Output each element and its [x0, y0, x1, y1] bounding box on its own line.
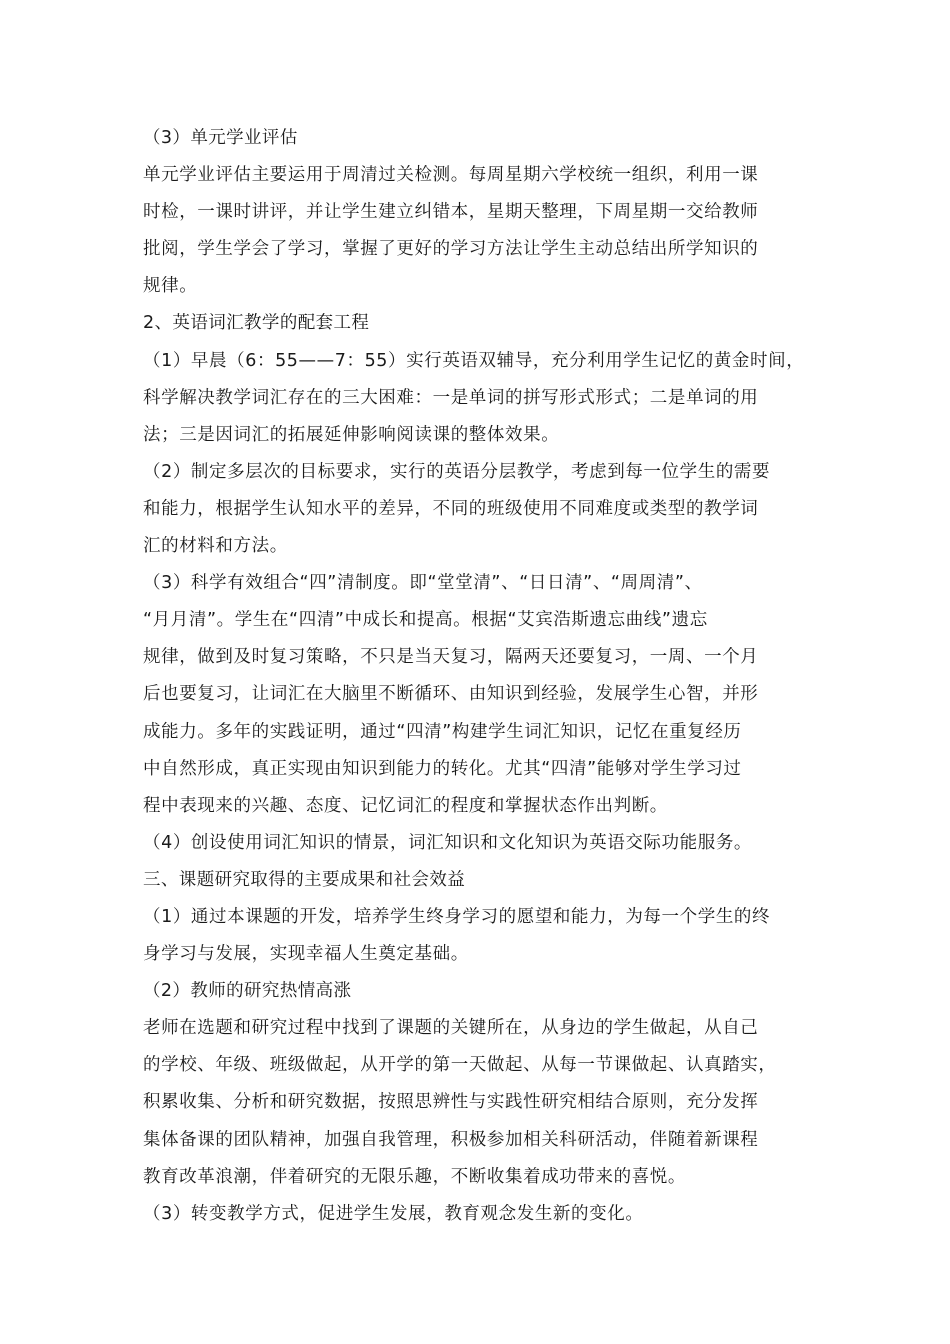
paragraph-line: （3）转变教学方式，促进学生发展，教育观念发生新的变化。 [143, 1203, 644, 1224]
paragraph-line: 单元学业评估主要运用于周清过关检测。每周星期六学校统一组织，利用一课 [143, 165, 759, 186]
paragraph-line: 科学解决教学词汇存在的三大困难：一是单词的拼写形式形式；二是单词的用 [143, 387, 759, 408]
paragraph-line: （1）早晨（6：55——7：55）实行英语双辅导，充分利用学生记忆的黄金时间， [143, 350, 805, 371]
paragraph-line: （4）创设使用词汇知识的情景，词汇知识和文化知识为英语交际功能服务。 [143, 832, 753, 853]
subsection-heading: （2）教师的研究热情高涨 [143, 981, 352, 1002]
paragraph-line: 中自然形成，真正实现由知识到能力的转化。尤其“四清”能够对学生学习过 [143, 758, 742, 779]
paragraph-line: 老师在选题和研究过程中找到了课题的关键所在，从身边的学生做起，从自己 [143, 1018, 759, 1039]
paragraph-line: 汇的材料和方法。 [143, 536, 288, 557]
paragraph-line: 成能力。多年的实践证明，通过“四清”构建学生词汇知识，记忆在重复经历 [143, 721, 742, 742]
paragraph-line: 法；三是因词汇的拓展延伸影响阅读课的整体效果。 [143, 424, 560, 445]
paragraph-line: （1）通过本课题的开发，培养学生终身学习的愿望和能力，为每一个学生的终 [143, 906, 771, 927]
paragraph-line: “月月清”。学生在“四清”中成长和提高。根据“艾宾浩斯遗忘曲线”遗忘 [143, 610, 708, 631]
paragraph-line: 程中表现来的兴趣、态度、记忆词汇的程度和掌握状态作出判断。 [143, 795, 668, 816]
paragraph-line: 教育改革浪潮，伴着研究的无限乐趣，不断收集着成功带来的喜悦。 [143, 1166, 686, 1187]
paragraph-line: 身学习与发展，实现幸福人生奠定基础。 [143, 944, 469, 965]
paragraph-line: 规律。 [143, 276, 198, 297]
paragraph-line: （3）科学有效组合“四”清制度。即“堂堂清”、“日日清”、“周周清”、 [143, 573, 703, 594]
paragraph-line: 集体备课的团队精神，加强自我管理，积极参加相关科研活动，伴随着新课程 [143, 1129, 759, 1150]
section-heading: 2、英语词汇教学的配套工程 [143, 313, 370, 334]
paragraph-line: （2）制定多层次的目标要求，实行的英语分层教学，考虑到每一位学生的需要 [143, 461, 771, 482]
paragraph-line: 的学校、年级、班级做起，从开学的第一天做起、从每一节课做起、认真踏实， [143, 1055, 777, 1076]
paragraph-line: 积累收集、分析和研究数据，按照思辨性与实践性研究相结合原则，充分发挥 [143, 1092, 759, 1113]
paragraph-line: 批阅，学生学会了学习，掌握了更好的学习方法让学生主动总结出所学知识的 [143, 239, 759, 260]
paragraph-line: 时检，一课时讲评，并让学生建立纠错本，星期天整理，下周星期一交给教师 [143, 202, 759, 223]
document-body [143, 120, 813, 1233]
paragraph-line: 和能力，根据学生认知水平的差异，不同的班级使用不同难度或类型的教学词 [143, 498, 759, 519]
paragraph-line: 规律，做到及时复习策略，不只是当天复习，隔两天还要复习，一周、一个月 [143, 647, 759, 668]
paragraph-line: 后也要复习，让词汇在大脑里不断循环、由知识到经验，发展学生心智，并形 [143, 684, 759, 705]
subsection-heading: （3）单元学业评估 [143, 128, 298, 148]
section-heading: 三、课题研究取得的主要成果和社会效益 [143, 869, 466, 890]
